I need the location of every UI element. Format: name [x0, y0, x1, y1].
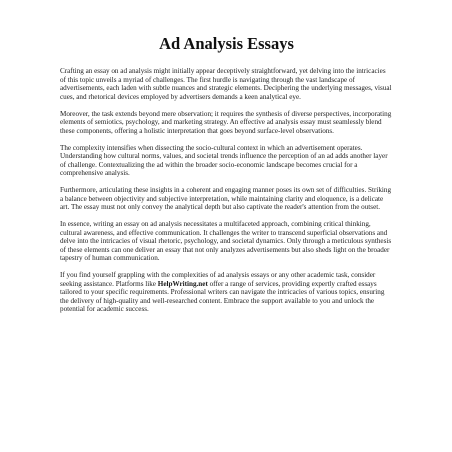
paragraph-essence: In essence, writing an essay on ad analysis necessitates a multifaceted approach, combining critical thinking, cultural awareness, and effective communication. It challenges the writer to transcend superficial observations and delve into the intricacies of visual rhetoric, psychology, and societal dynamics. Only through a meticulous synthesis of these elements can one deliver an essay that not only analyzes advertisements but also sheds light on the broader tapestry of human communication. — [60, 220, 392, 263]
paragraph-intro: Crafting an essay on ad analysis might initially appear deceptively straightforward, yet delving into the intricacies of this topic unveils a myriad of challenges. The first hurdle is navigating through the vast landscape of advertisements, each laden with subtle nuances and strategic elements. Deciphering the underlying messages, visual cues, and rhetorical devices employed by advertisers demands a keen analytical eye. — [60, 67, 392, 101]
closing-text-after: offer a range of services, providing expertly crafted essays tailored to your specific requirements. Professional writers can navigate the intricacies of various topics, ensuring the delivery of high-quality and well-researched content. Embrace the support available to you and unlock the potential for academic success. — [60, 279, 385, 314]
paragraph-closing — [60, 271, 393, 314]
paragraph-synthesis: Moreover, the task extends beyond mere observation; it requires the synthesis of diverse perspectives, incorporating elements of semiotics, psychology, and marketing strategy. An effective ad analysis essay must seamlessly blend these components, offering a holistic interpretation that goes beyond surface-level observations. — [60, 109, 392, 135]
brand-name: HelpWriting.net — [157, 279, 208, 288]
paragraph-context: The complexity intensifies when dissecting the socio-cultural context in which an advertisement operates. Understanding how cultural norms, values, and societal trends influence the perception of an ad adds another layer of challenge. Contextualizing the ad within the broader socio-economic landscape becomes crucial for a comprehensive analysis. — [60, 143, 388, 178]
document-title: Ad Analysis Essays — [159, 34, 294, 53]
paragraph-articulation: Furthermore, articulating these insights in a coherent and engaging manner poses its own set of difficulties. Striking a balance between objectivity and subjective interpretation, while maintaining clarity and eloquence, is a delicate art. The essay must not only convey the analytical depth but also captivate the reader's attention from the outset. — [60, 186, 392, 212]
closing-text-before: If you find yourself grappling with the complexities of ad analysis essays or any other academic task, consider seeking assistance. Platforms like — [60, 271, 376, 288]
document-page — [60, 34, 393, 323]
